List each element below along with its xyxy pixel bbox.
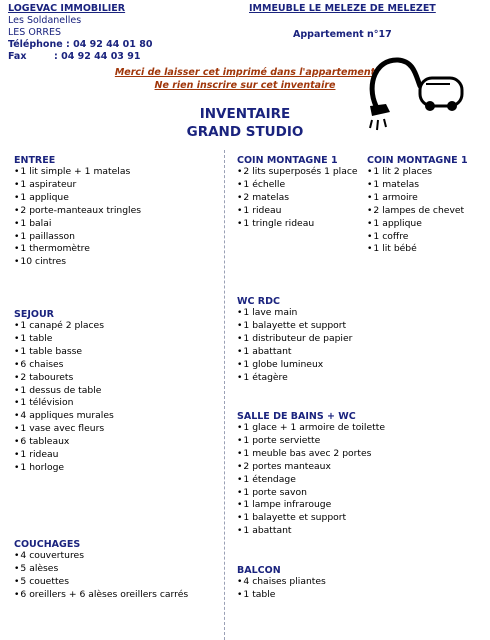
document-title: INVENTAIRE xyxy=(199,106,291,122)
list-item: • 2 lits superposés 1 place xyxy=(237,166,358,179)
list-item: • 2 lampes de chevet xyxy=(367,205,468,218)
list-item: • 2 portes manteaux xyxy=(237,461,385,474)
notice-keep-document: Merci de laisser cet imprimé dans l'appartement xyxy=(114,67,376,78)
building-name: IMMEUBLE LE MELEZE DE MELEZET xyxy=(249,3,436,14)
list-item: • 1 balayette et support xyxy=(237,512,385,525)
item-list xyxy=(237,166,358,231)
list-item: • 1 porte savon xyxy=(237,487,385,500)
item-list xyxy=(14,166,141,269)
list-item: • 1 abattant xyxy=(237,525,385,538)
section-salle-de-bains xyxy=(237,411,385,538)
section-coin-montagne-a xyxy=(237,155,358,231)
list-item: • 1 thermomètre xyxy=(14,243,141,256)
list-item: • 1 dessus de table xyxy=(14,385,114,398)
section-entree xyxy=(14,155,141,269)
section-couchages xyxy=(14,539,188,602)
list-item: • 6 oreillers + 6 alèses oreillers carrés xyxy=(14,589,188,602)
section-title: BALCON xyxy=(237,565,281,576)
section-title: SALLE DE BAINS + WC xyxy=(237,411,356,422)
agency-address-2: LES ORRES xyxy=(8,27,62,38)
item-list xyxy=(14,320,114,475)
list-item: • 10 cintres xyxy=(14,256,141,269)
list-item: • 1 table basse xyxy=(14,346,114,359)
agency-name: LOGEVAC IMMOBILIER xyxy=(8,3,126,14)
section-balcon xyxy=(237,565,326,602)
list-item: • 1 lit bébé xyxy=(367,243,468,256)
notice-do-not-write: Ne rien inscrire sur cet inventaire xyxy=(154,80,336,91)
list-item: • 1 armoire xyxy=(367,192,468,205)
list-item: • 1 paillasson xyxy=(14,231,141,244)
list-item: • 1 matelas xyxy=(367,179,468,192)
list-item: • 6 chaises xyxy=(14,359,114,372)
section-title: COIN MONTAGNE 1 xyxy=(367,155,468,166)
item-list xyxy=(14,550,188,602)
list-item: • 1 table xyxy=(14,333,114,346)
list-item: • 1 balai xyxy=(14,218,141,231)
agency-address-1: Les Soldanelles xyxy=(8,15,82,26)
phone-label: Téléphone xyxy=(8,39,63,50)
fax-number: 04 92 44 03 91 xyxy=(61,51,141,62)
agency-fax-line: Fax : 04 92 44 03 91 xyxy=(8,51,141,62)
list-item: • 1 rideau xyxy=(237,205,358,218)
section-title: COIN MONTAGNE 1 xyxy=(237,155,338,166)
section-coin-montagne-b xyxy=(367,155,468,256)
list-item: • 1 table xyxy=(237,589,326,602)
apartment-number: Appartement n°17 xyxy=(293,29,392,40)
list-item: • 1 aspirateur xyxy=(14,179,141,192)
list-item: • 1 échelle xyxy=(237,179,358,192)
agency-block xyxy=(8,3,152,63)
list-item: • 4 couvertures xyxy=(14,550,188,563)
list-item: • 1 étagère xyxy=(237,372,352,385)
section-title: WC RDC xyxy=(237,296,280,307)
list-item: • 1 télévision xyxy=(14,397,114,410)
item-list xyxy=(367,166,468,256)
list-item: • 1 tringle rideau xyxy=(237,218,358,231)
list-item: • 1 canapé 2 places xyxy=(14,320,114,333)
item-list xyxy=(237,307,352,384)
list-item: • 1 lave main xyxy=(237,307,352,320)
list-item: • 1 meuble bas avec 2 portes xyxy=(237,448,385,461)
list-item: • 1 distributeur de papier xyxy=(237,333,352,346)
list-item: • 2 porte-manteaux tringles xyxy=(14,205,141,218)
list-item: • 1 abattant xyxy=(237,346,352,359)
document-subtitle: GRAND STUDIO xyxy=(186,124,304,140)
list-item: • 1 porte serviette xyxy=(237,435,385,448)
item-list xyxy=(237,576,326,602)
list-item: • 2 tabourets xyxy=(14,372,114,385)
list-item: • 4 appliques murales xyxy=(14,410,114,423)
list-item: • 1 applique xyxy=(14,192,141,205)
list-item: • 1 lit simple + 1 matelas xyxy=(14,166,141,179)
item-list xyxy=(237,422,385,538)
list-item: • 2 matelas xyxy=(237,192,358,205)
list-item: • 1 glace + 1 armoire de toilette xyxy=(237,422,385,435)
section-title: ENTREE xyxy=(14,155,56,166)
list-item: • 1 globe lumineux xyxy=(237,359,352,372)
section-wc-rdc xyxy=(237,296,352,384)
list-item: • 4 chaises pliantes xyxy=(237,576,326,589)
section-title: SEJOUR xyxy=(14,309,54,320)
list-item: • 1 vase avec fleurs xyxy=(14,423,114,436)
fax-label: Fax xyxy=(8,51,27,62)
list-item: • 5 couettes xyxy=(14,576,188,589)
list-item: • 1 coffre xyxy=(367,231,468,244)
agency-phone-line: Téléphone : 04 92 44 01 80 xyxy=(8,39,153,50)
list-item: • 1 horloge xyxy=(14,462,114,475)
list-item: • 1 applique xyxy=(367,218,468,231)
section-title: COUCHAGES xyxy=(14,539,81,550)
phone-number: 04 92 44 01 80 xyxy=(73,39,153,50)
section-sejour xyxy=(14,309,114,475)
list-item: • 1 balayette et support xyxy=(237,320,352,333)
list-item: • 1 étendage xyxy=(237,474,385,487)
list-item: • 6 tableaux xyxy=(14,436,114,449)
list-item: • 1 lit 2 places xyxy=(367,166,468,179)
list-item: • 1 lampe infrarouge xyxy=(237,499,385,512)
list-item: • 5 alèses xyxy=(14,563,188,576)
list-item: • 1 rideau xyxy=(14,449,114,462)
column-divider xyxy=(224,150,225,640)
